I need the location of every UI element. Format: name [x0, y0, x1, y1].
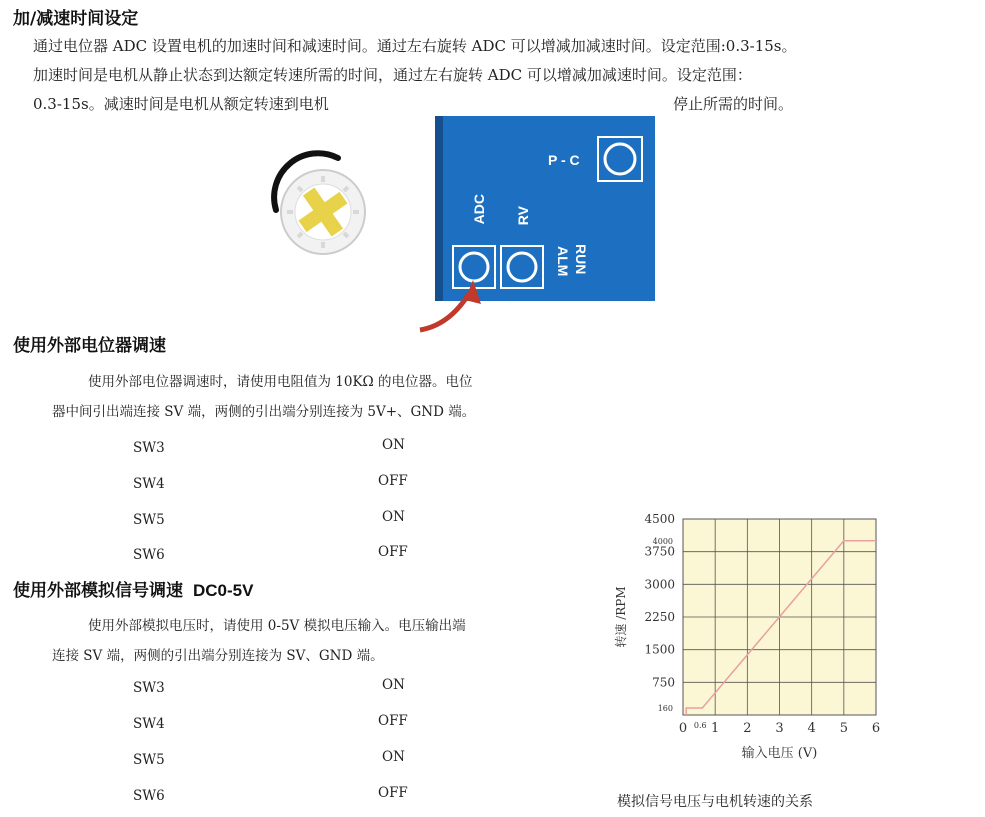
switch-name: SW4 [133, 476, 165, 492]
switch-state: ON [382, 677, 405, 693]
chart-annotation: 160 [657, 704, 673, 714]
section2-line-1: 使用外部电位器调速时，请使用电阻值为 10KΩ 的电位器。电位 [88, 374, 473, 390]
switch-name: SW5 [133, 752, 165, 768]
section1-line-2: 加速时间是电机从静止状态到达额定转速所需的时间，通过左右旋转 ADC 可以增减加减速时间。设定范围： [33, 66, 752, 84]
switch-state: OFF [378, 544, 408, 560]
section-title-external-pot: 使用外部电位器调速 [13, 336, 166, 356]
section3-line-1: 使用外部模拟电压时，请使用 0-5V 模拟电压输入。电压输出端 [88, 618, 466, 634]
chart-x-tick-label: 5 [839, 721, 848, 736]
chart-y-tick-label: 3000 [644, 577, 675, 592]
alm-label: ALM [555, 246, 571, 277]
chart-caption: 模拟信号电压与电机转速的关系 [617, 794, 813, 810]
switch-name: SW4 [133, 716, 165, 732]
switch-name: SW3 [133, 680, 165, 696]
chart-x-tick-label: 6 [871, 721, 881, 736]
run-label: RUN [573, 244, 589, 275]
pc-knob [595, 134, 645, 184]
chart-x-tick-label: 0 [678, 721, 688, 736]
section3-title-text: 使用外部模拟信号调速 [13, 581, 183, 601]
chart-x-tick-label: 2 [743, 721, 752, 736]
knob-rotation-illustration [268, 150, 368, 265]
pc-label: P - C [548, 152, 580, 168]
red-arrow-icon [415, 270, 490, 335]
chart-x-tick-label: 4 [807, 721, 816, 736]
chart-x-axis-label: 输入电压 (V) [741, 746, 818, 761]
chart-y-tick-label: 750 [652, 675, 675, 690]
chart-annotation: 0.6 [693, 721, 707, 730]
adc-label: ADC [471, 194, 487, 225]
switch-state: ON [382, 749, 405, 765]
section3-line-2: 连接 SV 端，两侧的引出端分别连接为 SV、GND 端。 [52, 648, 384, 664]
chart-y-tick-label: 2250 [644, 610, 675, 624]
section-title-analog-signal [13, 576, 253, 601]
chart-y-tick-label: 4500 [644, 512, 675, 526]
section-title-accel-decel: 加/减速时间设定 [13, 9, 139, 29]
chart-y-axis-label: 转速 /RPM [614, 586, 628, 648]
chart-x-tick-label: 1 [711, 721, 720, 736]
switch-state: OFF [378, 473, 408, 489]
voltage-speed-chart [600, 505, 900, 770]
switch-state: OFF [378, 713, 408, 729]
section1-line-3: 0.3-15s。减速时间是电机从额定转速到电机 [33, 95, 329, 113]
chart-annotation: 4000 [652, 536, 673, 546]
switch-name: SW5 [133, 512, 165, 528]
switch-state: ON [382, 509, 405, 525]
switch-name: SW3 [133, 440, 165, 456]
rv-label: RV [515, 206, 531, 226]
section1-line-4: 停止所需的时间。 [673, 95, 794, 113]
switch-state: ON [382, 437, 405, 453]
chart-y-tick-label: 1500 [644, 642, 675, 657]
chart-y-tick-label: 3750 [644, 544, 675, 559]
switch-state: OFF [378, 785, 408, 801]
switch-name: SW6 [133, 547, 165, 563]
section3-title-suffix: DC0-5V [193, 581, 254, 600]
section1-line-1: 通过电位器 ADC 设置电机的加速时间和减速时间。通过左右旋转 ADC 可以增减加减速时间。设定范围:0.3-15s。 [33, 37, 797, 55]
section2-line-2: 器中间引出端连接 SV 端，两侧的引出端分别连接为 5V+、GND 端。 [52, 404, 476, 420]
switch-name: SW6 [133, 788, 165, 804]
chart-x-tick-label: 3 [775, 721, 784, 736]
